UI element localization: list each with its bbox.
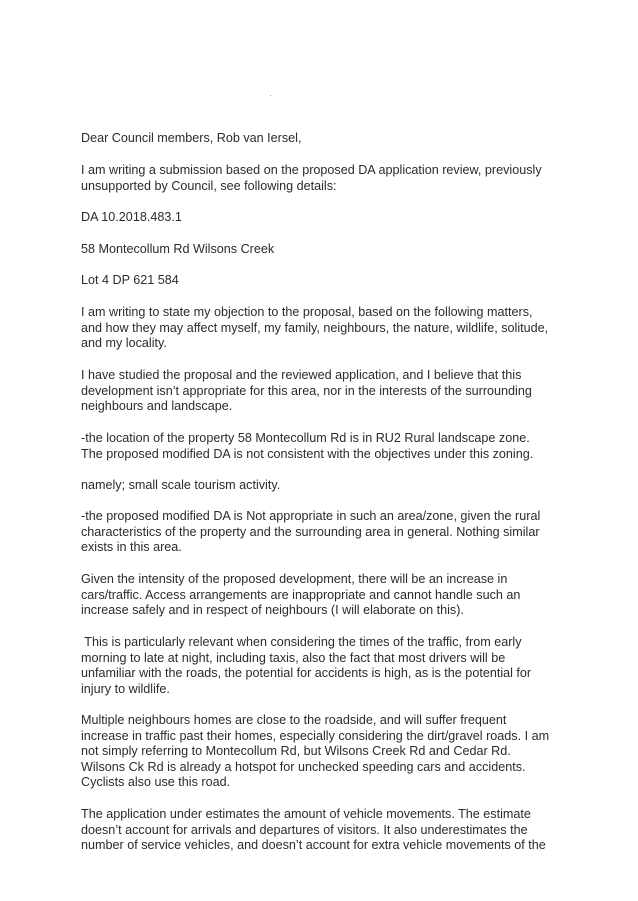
neighbours-line-3: not simply referring to Montecollum Rd, but Wilsons Creek Rd and Cedar Rd. xyxy=(81,744,511,759)
property-address: 58 Montecollum Rd Wilsons Creek xyxy=(81,242,275,256)
not-appropriate-line-2: characteristics of the property and the surrounding area in general. Nothing similar xyxy=(81,524,540,539)
neighbours-line-2: increase in traffic past their homes, especially considering the dirt/gravel roads. I am xyxy=(81,728,550,743)
traffic-times-line-1: This is particularly relevant when considering the times of the traffic, from early xyxy=(81,635,522,649)
zone-line-1: -the location of the property 58 Montecollum Rd is in RU2 Rural landscape zone. xyxy=(81,431,530,445)
vehicle-movements-line-2: doesn’t account for arrivals and departures of visitors. It also underestimates the xyxy=(81,822,528,837)
namely-line: namely; small scale tourism activity. xyxy=(81,478,281,492)
intro-line-2: unsupported by Council, see following details: xyxy=(81,178,337,193)
intro-line-1: I am writing a submission based on the proposed DA application review, previously xyxy=(81,163,542,177)
studied-paragraph xyxy=(81,368,581,415)
intro-paragraph xyxy=(81,163,581,194)
traffic-times-line-4: injury to wildlife. xyxy=(81,681,170,696)
traffic-times-paragraph xyxy=(81,635,581,697)
objection-paragraph xyxy=(81,305,581,352)
studied-line-3: neighbours and landscape. xyxy=(81,399,233,414)
objection-line-3: and my locality. xyxy=(81,336,167,351)
traffic-times-line-3: unfamiliar with the roads, the potential for accidents is high, as is the potential for xyxy=(81,666,532,681)
objection-line-2: and how they may affect myself, my family, neighbours, the nature, wildlife, solitude, xyxy=(81,320,549,335)
studied-line-2: development isn’t appropriate for this area, nor in the interests of the surrounding xyxy=(81,383,532,398)
studied-line-1: I have studied the proposal and the reviewed application, and I believe that this xyxy=(81,368,522,382)
neighbours-line-4: Wilsons Ck Rd is already a hotspot for unchecked speeding cars and accidents. xyxy=(81,759,526,774)
intensity-line-3: increase safely and in respect of neighbours (I will elaborate on this). xyxy=(81,603,464,618)
not-appropriate-paragraph xyxy=(81,509,581,556)
neighbours-line-5: Cyclists also use this road. xyxy=(81,775,231,790)
intensity-line-2: cars/traffic. Access arrangements are inappropriate and cannot handle such an xyxy=(81,587,521,602)
scan-speck xyxy=(270,95,271,96)
vehicle-movements-line-3: number of service vehicles, and doesn’t account for extra vehicle movements of the xyxy=(81,838,546,853)
objection-line-1: I am writing to state my objection to the proposal, based on the following matters, xyxy=(81,305,533,319)
zone-line-2: The proposed modified DA is not consistent with the objectives under this zoning. xyxy=(81,446,534,461)
zone-paragraph xyxy=(81,431,581,462)
not-appropriate-line-1: -the proposed modified DA is Not appropriate in such an area/zone, given the rural xyxy=(81,509,541,523)
da-number: DA 10.2018.483.1 xyxy=(81,210,182,224)
not-appropriate-line-3: exists in this area. xyxy=(81,540,182,555)
lot-details: Lot 4 DP 621 584 xyxy=(81,273,179,287)
traffic-times-line-2: morning to late at night, including taxis, also the fact that most drivers will be xyxy=(81,650,506,665)
neighbours-paragraph xyxy=(81,713,581,791)
intensity-line-1: Given the intensity of the proposed development, there will be an increase in xyxy=(81,572,508,586)
intensity-paragraph xyxy=(81,572,581,619)
vehicle-movements-line-1: The application under estimates the amount of vehicle movements. The estimate xyxy=(81,807,531,821)
vehicle-movements-paragraph xyxy=(81,807,581,854)
neighbours-line-1: Multiple neighbours homes are close to the roadside, and will suffer frequent xyxy=(81,713,507,727)
salutation: Dear Council members, Rob van Iersel, xyxy=(81,131,302,145)
